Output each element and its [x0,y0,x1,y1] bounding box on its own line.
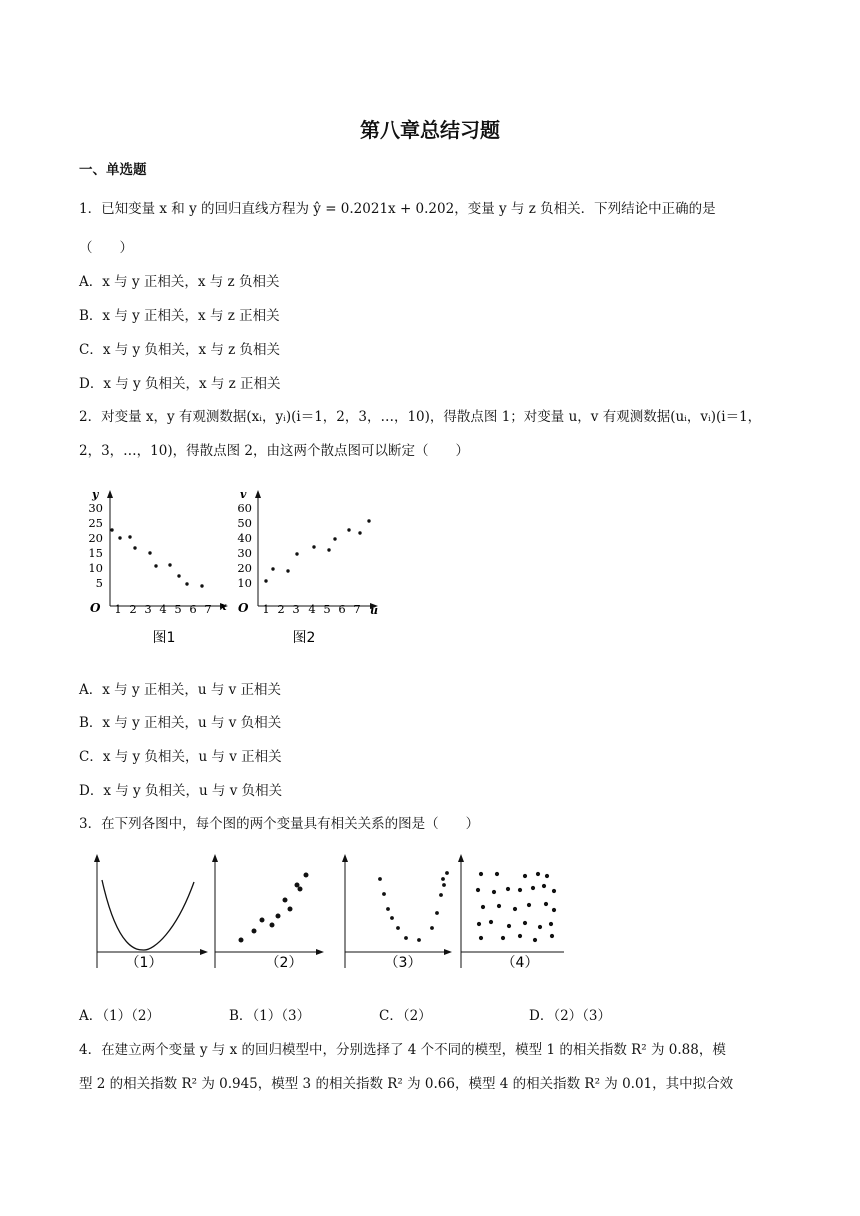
fig1-caption: 图1 [152,630,176,646]
fig2-xtick: 5 [323,602,331,616]
panel-2-point [252,929,257,934]
panel-3-point [404,936,408,940]
q2-option-c: C．x 与 y 负相关，u 与 v 正相关 [79,749,282,765]
panel-3-point [435,911,439,915]
fig2-y-label: v [240,488,247,501]
panel-3-point [417,938,421,942]
fig2-caption: 图2 [292,630,316,646]
panel-4-point [544,902,548,906]
fig2-point [358,531,361,534]
fig2-origin: O [238,601,249,615]
fig1-ytick: 15 [88,546,103,560]
panel-4-point [518,888,522,892]
panel-4-point [477,922,481,926]
q1-stem: 1．已知变量 x 和 y 的回归直线方程为 ŷ = 0.2021x + 0.202，变量 y 与 z 负相关．下列结论中正确的是 [79,201,716,217]
panel-4-point [536,872,540,876]
panel-2-point [276,914,281,919]
panel-1-caption: （1） [125,955,163,971]
fig1-xtick: 2 [129,602,137,616]
fig1-ytick: 5 [95,576,103,590]
fig2-ytick: 40 [237,531,252,545]
fig2-point [295,552,298,555]
panel-4-point [489,920,493,924]
fig1-point [128,535,131,538]
q3-option-a: A．（1）（2） [79,1008,160,1024]
q2-option-b: B．x 与 y 正相关，u 与 v 负相关 [79,715,282,731]
panel-1 [94,854,208,971]
panel-4-point [507,924,511,928]
fig1-ytick: 10 [88,561,103,575]
fig1-ytick: 25 [88,516,103,530]
panel-2-point [270,923,275,928]
panel-4-point [552,908,556,912]
q3-stem: 3．在下列各图中，每个图的两个变量具有相关关系的图是（ ） [79,816,480,832]
q1-option-a: A．x 与 y 正相关，x 与 z 负相关 [79,274,280,290]
q1-option-d: D．x 与 y 负相关，x 与 z 正相关 [79,376,281,392]
panel-4-point [523,874,527,878]
fig2-point [367,519,370,522]
fig2-xtick: 7 [353,602,361,616]
scatter-figure-2 [232,484,387,650]
fig1-point [185,582,188,585]
q3-option-c: C．（2） [379,1008,432,1024]
panel-2 [212,854,324,971]
q1-option-b: B．x 与 y 正相关，x 与 z 正相关 [79,308,280,324]
panel-4-point [518,934,522,938]
panel-2-point [288,907,293,912]
fig2-ytick: 50 [237,516,252,530]
q2-option-a: A．x 与 y 正相关，u 与 v 正相关 [79,682,282,698]
fig1-xtick: 7 [204,602,212,616]
panel-2-point [304,873,309,878]
q1-option-c: C．x 与 y 负相关，x 与 z 负相关 [79,342,281,358]
q3-option-b: B．（1）（3） [229,1008,311,1024]
scatter-figure-1 [82,484,232,650]
fig1-origin: O [90,601,101,615]
panel-4-point [523,921,527,925]
fig1-point [154,564,157,567]
panel-4-point [549,922,553,926]
panel-4-point [533,938,537,942]
fig1-x-label: x [220,600,227,613]
fig2-point [271,567,274,570]
panel-4-point [495,872,499,876]
fig1-point [177,574,180,577]
fig2-point [327,548,330,551]
panel-3-point [439,893,443,897]
q2-option-d: D．x 与 y 负相关，u 与 v 负相关 [79,783,283,799]
panel-4-caption: （4） [501,955,539,971]
panel-2-point [239,938,244,943]
panel-4-point [479,872,483,876]
panel-4 [458,854,564,971]
panel-3-point [442,883,446,887]
fig2-xtick: 1 [262,602,270,616]
fig2-ytick: 60 [237,501,252,515]
fig1-xtick: 1 [114,602,122,616]
q2-stem-line2: 2，3，…，10)，得散点图 2，由这两个散点图可以断定（ ） [79,443,470,459]
correlation-panels [88,852,568,976]
fig2-xtick: 3 [292,602,300,616]
panel-4-point [497,904,501,908]
fig2-ytick: 20 [237,561,252,575]
fig2-point [264,579,267,582]
q4-stem-line2: 型 2 的相关指数 R² 为 0.945，模型 3 的相关指数 R² 为 0.66，模型 4 的相关指数 R² 为 0.01，其中拟合效 [79,1076,734,1092]
panel-2-caption: （2） [265,955,303,971]
panel-4-point [531,886,535,890]
panel-3 [342,854,452,971]
panel-3-caption: （3） [384,955,422,971]
fig1-point [168,563,171,566]
fig2-ytick: 30 [237,546,252,560]
q3-option-d: D．（2）（3） [529,1008,612,1024]
panel-2-point [298,887,303,892]
panel-4-point [476,888,480,892]
panel-4-point [552,889,556,893]
fig1-xtick: 3 [144,602,152,616]
panel-4-point [501,936,505,940]
panel-4-point [527,903,531,907]
fig1-point [110,528,113,531]
panel-4-point [545,874,549,878]
fig2-xtick: 4 [308,602,316,616]
fig2-xtick: 6 [338,602,346,616]
page-title: 第八章总结习题 [360,118,500,142]
fig1-y-label: y [92,488,99,501]
panel-4-point [538,925,542,929]
fig1-xtick: 4 [159,602,167,616]
panel-4-point [479,936,483,940]
fig2-xtick: 2 [277,602,285,616]
panel-4-point [542,884,546,888]
panel-3-point [390,916,394,920]
fig2-point [333,537,336,540]
panel-3-point [386,907,390,911]
panel-3-point [382,892,386,896]
panel-4-point [492,890,496,894]
fig1-point [133,546,136,549]
panel-4-point [506,887,510,891]
fig2-point [347,528,350,531]
fig1-ytick: 20 [88,531,103,545]
panel-3-point [378,877,382,881]
panel-2-point [295,883,300,888]
fig2-point [286,569,289,572]
q3-options [79,1004,611,1024]
fig1-xtick: 5 [174,602,182,616]
fig1-point [118,536,121,539]
panel-4-point [550,934,554,938]
fig2-ytick: 10 [237,576,252,590]
panel-3-point [441,877,445,881]
q1-paren: （ ） [79,240,133,256]
fig1-ytick: 30 [88,501,103,515]
fig2-point [312,545,315,548]
panel-3-point [396,926,400,930]
q2-stem-line1: 2．对变量 x，y 有观测数据(xᵢ，yᵢ)(i＝1，2，3，…，10)，得散点图 1；对变量 u，v 有观测数据(uᵢ，vᵢ)(i＝1， [79,409,762,425]
fig1-point [148,551,151,554]
panel-4-point [513,907,517,911]
panel-3-point [445,871,449,875]
q4-stem-line1: 4．在建立两个变量 y 与 x 的回归模型中，分别选择了 4 个不同的模型，模型 1 的相关指数 R² 为 0.88，模 [79,1042,726,1058]
panel-2-point [283,898,288,903]
section-heading: 一、单选题 [79,162,147,178]
fig1-xtick: 6 [189,602,197,616]
panel-2-point [260,918,265,923]
panel-4-point [481,905,485,909]
panel-3-point [430,926,434,930]
fig1-point [200,584,203,587]
fig2-x-label: u [370,604,378,617]
